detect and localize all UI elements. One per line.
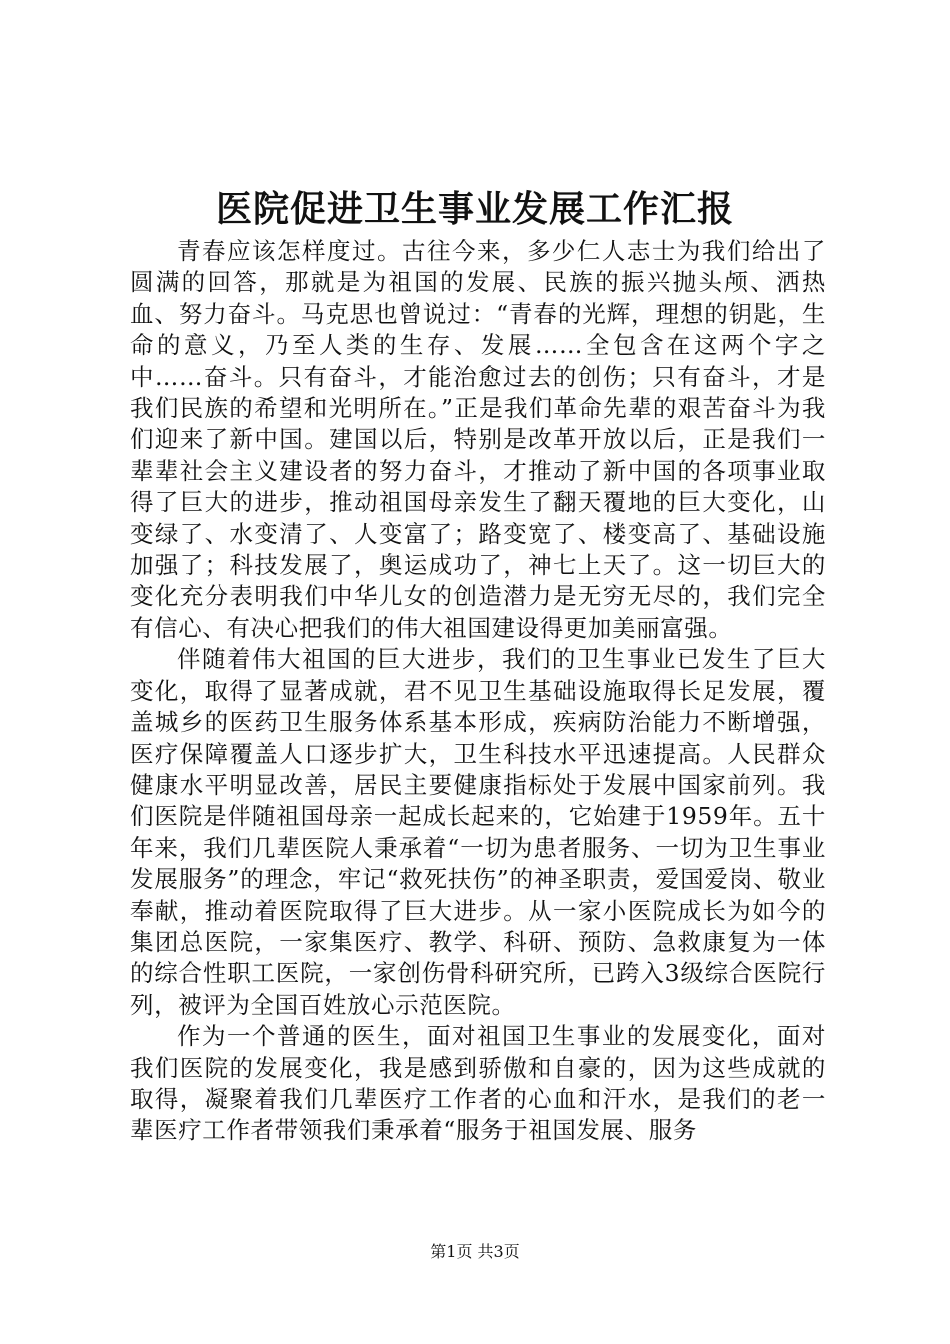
paragraph-2: 伴随着伟大祖国的巨大进步，我们的卫生事业已发生了巨大变化，取得了显著成就，君不见卫生基础设施取得长足发展，覆盖城乡的医药卫生服务体系基本形成，疾病防治能力不断增强，医疗保障覆盖人口逐步扩大，卫生科技水平迅速提高。人民群众健康水平明显改善，居民主要健康指标处于发展中国家前列。我们医院是伴随祖国母亲一起成长起来的，它始建于1959年。五十年来，我们几辈医院人秉承着“一切为患者服务、一切为卫生事业发展服务”的理念，牢记“救死扶伤”的神圣职责，爱国爱岗、敬业奉献，推动着医院取得了巨大进步。从一家小医院成长为如今的集团总医院，一家集医疗、教学、科研、预防、急救康复为一体的综合性职工医院，一家创伤骨科研究所，已跨入3级综合医院行列，被评为全国百姓放心示范医院。 [130,645,826,1019]
paragraph-1: 青春应该怎样度过。古往今来，多少仁人志士为我们给出了圆满的回答，那就是为祖国的发展、民族的振兴抛头颅、洒热血、努力奋斗。马克思也曾说过：“青春的光辉，理想的钥匙，生命的意义，乃至人类的生存、发展……全包含在这两个字之中……奋斗。只有奋斗，才能治愈过去的创伤；只有奋斗，才是我们民族的希望和光明所在。”正是我们革命先辈的艰苦奋斗为我们迎来了新中国。建国以后，特别是改革开放以后，正是我们一辈辈社会主义建设者的努力奋斗，才推动了新中国的各项事业取得了巨大的进步，推动祖国母亲发生了翻天覆地的巨大变化，山变绿了、水变清了、人变富了；路变宽了、楼变高了、基础设施加强了；科技发展了，奥运成功了，神七上天了。这一切巨大的变化充分表明我们中华儿女的创造潜力是无穷无尽的，我们完全有信心、有决心把我们的伟大祖国建设得更加美丽富强。 [130,237,826,642]
page-number-footer: 第1页 共3页 [430,1242,520,1261]
paragraph-3: 作为一个普通的医生，面对祖国卫生事业的发展变化，面对我们医院的发展变化，我是感到骄傲和自豪的，因为这些成就的取得，凝聚着我们几辈医疗工作者的心血和汗水，是我们的老一辈医疗工作者带领我们秉承着“服务于祖国发展、服务 [130,1022,826,1145]
document-body [130,236,826,1147]
document-title: 医院促进卫生事业发展工作汇报 [215,188,734,230]
